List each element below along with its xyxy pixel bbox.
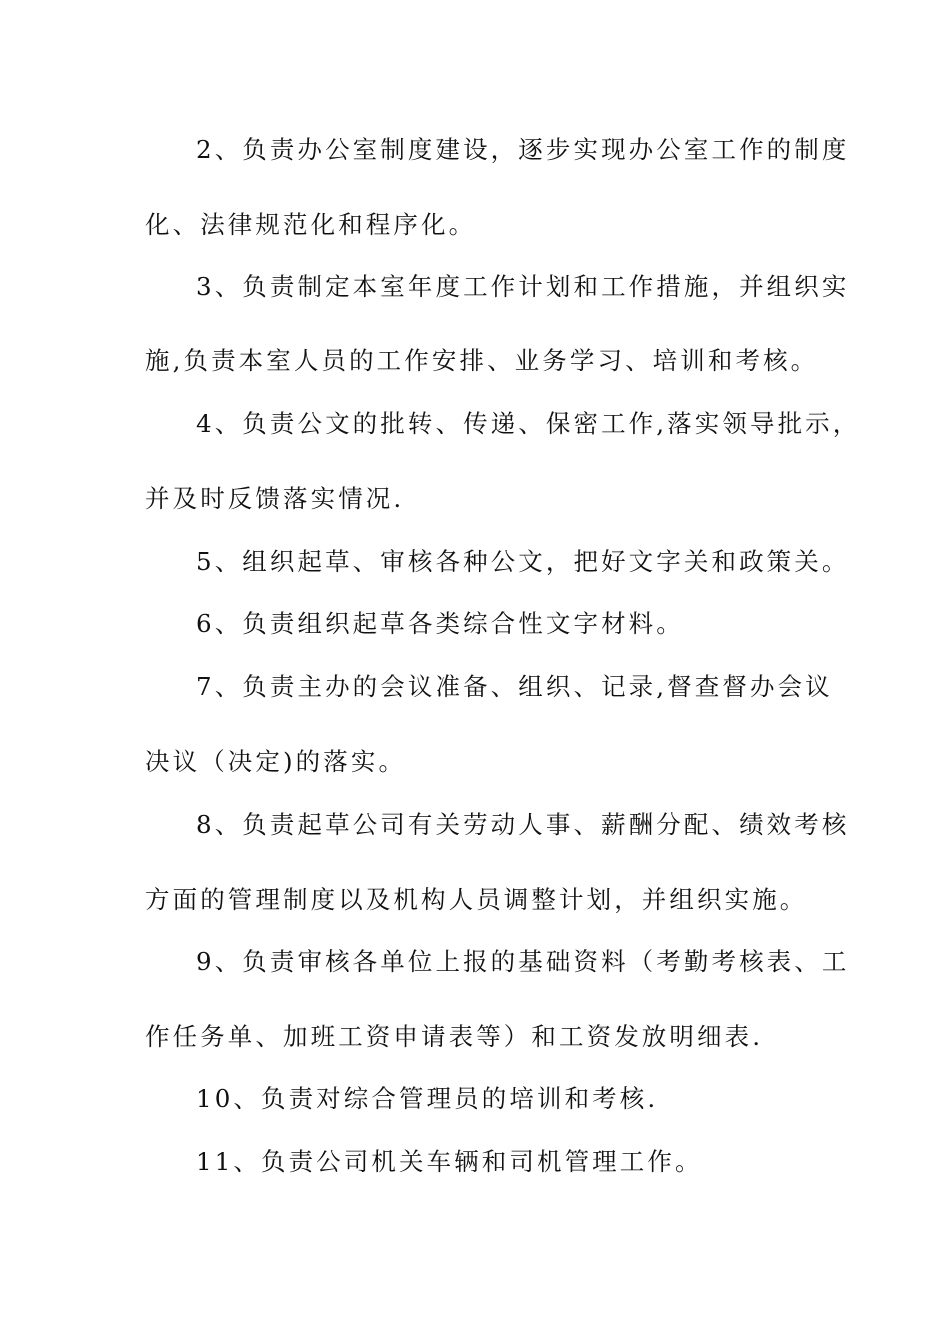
item-9-line-1: 9、负责审核各单位上报的基础资料（考勤考核表、工: [196, 947, 850, 976]
item-11-line-1: 11、负责公司机关车辆和司机管理工作。: [196, 1147, 703, 1176]
item-5-line-1: 5、组织起草、审核各种公文，把好文字关和政策关。: [196, 547, 850, 576]
item-7-line-2: 决议（决定)的落实。: [145, 747, 407, 776]
item-6-line-1: 6、负责组织起草各类综合性文字材料。: [196, 609, 684, 638]
item-7-line-1: 7、负责主办的会议准备、组织、记录,督查督办会议: [196, 672, 833, 701]
item-4-line-1: 4、负责公文的批转、传递、保密工作,落实领导批示，: [196, 409, 861, 438]
item-8-line-1: 8、负责起草公司有关劳动人事、薪酬分配、绩效考核: [196, 810, 850, 839]
item-8-line-2: 方面的管理制度以及机构人员调整计划，并组织实施。: [145, 885, 808, 914]
item-2-line-2: 化、法律规范化和程序化。: [145, 210, 477, 239]
item-3-line-1: 3、负责制定本室年度工作计划和工作措施，并组织实: [196, 272, 850, 301]
item-4-line-2: 并及时反馈落实情况.: [145, 484, 405, 513]
item-9-line-2: 作任务单、加班工资申请表等）和工资发放明细表.: [145, 1022, 764, 1051]
item-2-line-1: 2、负责办公室制度建设，逐步实现办公室工作的制度: [196, 135, 850, 164]
item-10-line-1: 10、负责对综合管理员的培训和考核.: [196, 1084, 659, 1113]
item-3-line-2: 施,负责本室人员的工作安排、业务学习、培训和考核。: [145, 346, 819, 375]
